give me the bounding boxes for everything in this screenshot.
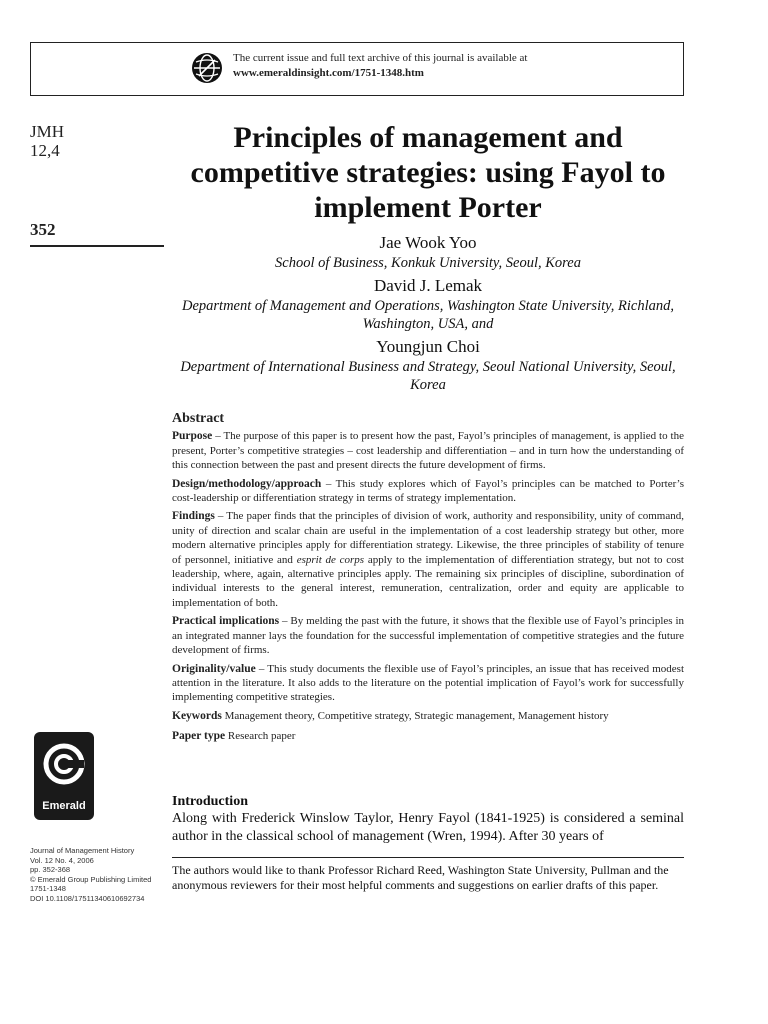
acknowledgement-footnote: The authors would like to thank Professor Richard Reed, Washington State University, Pullman and the anonymous reviewers for their most helpful comments and suggestions on earlier drafts of this paper. xyxy=(172,863,669,892)
journal-abbreviation: JMH xyxy=(30,122,65,141)
findings-italic-term: esprit de corps xyxy=(296,553,365,566)
introduction-text: Along with Frederick Winslow Taylor, Henry Fayol (1841-1925) is considered a seminal author in the classical school of management (Wren, 1994). After 30 years of xyxy=(172,811,684,844)
findings-label: Findings xyxy=(172,510,215,523)
imprint-line: 1751-1348 xyxy=(30,884,66,893)
archive-notice-box xyxy=(30,42,684,96)
archive-url-link[interactable]: www.emeraldinsight.com/1751-1348.htm xyxy=(233,67,424,79)
paper-title: Principles of management and competitive strategies: using Fayol to implement Porter xyxy=(190,121,666,224)
authors-block xyxy=(172,230,684,397)
abstract-heading: Abstract xyxy=(172,411,225,426)
imprint-line: DOI 10.1108/17511340610692734 xyxy=(30,893,145,903)
globe-icon xyxy=(191,52,223,84)
archive-text xyxy=(233,51,527,81)
findings-text: – The paper finds that the principles of division of work, authority and responsibility, unity of command, unity of direction and scalar chain are useful in the implementation of a cost leadership strategy but other, more modern alternative principles apply for differentiation strategy. Likewise, the three principles of stability of tenure of personnel, initiative and xyxy=(172,510,684,566)
author-name: Youngjun Choi xyxy=(376,337,480,356)
practical-label: Practical implications xyxy=(172,615,280,628)
abstract xyxy=(172,412,684,744)
design-text: – This study explores which of Fayol’s principles can be matched to Porter’s cost-leadership or differentiation strategy in terms of strategy implementation. xyxy=(172,477,684,505)
author-affiliation: Department of Management and Operations, Washington State University, Richland, Washington, USA, and xyxy=(181,298,674,332)
keywords-label: Keywords xyxy=(172,709,222,722)
author-affiliation: Department of International Business and Strategy, Seoul National University, Seoul, Korea xyxy=(180,359,676,393)
page-number: 352 xyxy=(30,220,56,239)
purpose-label: Purpose xyxy=(172,430,213,443)
originality-text: – This study documents the flexible use of Fayol’s principles, an issue that has received modest attention in the literature. It also adds to the literature on the potential implication of Fayol’s work for successfully implementing competitive strategies. xyxy=(172,662,684,704)
imprint-line: © Emerald Group Publishing Limited xyxy=(30,874,152,884)
journal-volume: 12,4 xyxy=(30,141,60,160)
abstract-practical xyxy=(172,614,684,657)
journal-volume-label xyxy=(30,122,164,160)
findings-text-continued: apply to the implementation of differentiation strategy, but not to cost leadership, where, again, alternative principles apply. The remaining six principles of discipline, subordination of individual interests to the general interest, remuneration, centralization, order and equity are applicable to implementation of both. xyxy=(172,553,684,609)
imprint-line: Journal of Management History xyxy=(30,846,135,855)
archive-line: The current issue and full text archive of this journal is available at xyxy=(233,52,528,64)
keywords-text: Management theory, Competitive strategy, Strategic management, Management history xyxy=(221,709,609,722)
footnote-rule xyxy=(172,857,684,858)
keywords xyxy=(172,709,684,723)
author-name: Jae Wook Yoo xyxy=(379,233,477,252)
emerald-e-icon xyxy=(42,740,86,790)
abstract-findings xyxy=(172,509,684,610)
imprint-line: pp. 352-368 xyxy=(30,865,71,874)
introduction-section xyxy=(172,793,684,846)
practical-text: – By melding the past with the future, it shows that the flexible use of Fayol’s principles in an integrated manner lays the foundation for the successful implementation of competitive strategies and the future development of firms. xyxy=(172,615,684,657)
abstract-originality xyxy=(172,662,684,705)
author-affiliation: School of Business, Konkuk University, Seoul, Korea xyxy=(275,255,581,271)
emerald-wordmark: Emerald xyxy=(42,800,86,812)
author-name: David J. Lemak xyxy=(373,276,483,295)
imprint-block xyxy=(30,846,170,903)
paper-type-text: Research paper xyxy=(225,730,296,743)
purpose-text: – The purpose of this paper is to present how the past, Fayol’s principles of management, is applied to the present, Porter’s competitive strategies – cost leadership and differentiation – and in turn how the understanding of this connection between the past and present directs the future development of firms. xyxy=(172,430,684,472)
paper-type-label: Paper type xyxy=(172,730,226,743)
originality-label: Originality/value xyxy=(172,662,256,675)
paper-type xyxy=(172,729,684,743)
emerald-logo xyxy=(34,732,94,820)
introduction-heading: Introduction xyxy=(172,794,248,809)
abstract-purpose xyxy=(172,429,684,472)
design-label: Design/methodology/approach xyxy=(172,477,322,490)
abstract-design xyxy=(172,477,684,506)
imprint-line: Vol. 12 No. 4, 2006 xyxy=(30,855,94,865)
page-number-rule xyxy=(30,245,164,247)
